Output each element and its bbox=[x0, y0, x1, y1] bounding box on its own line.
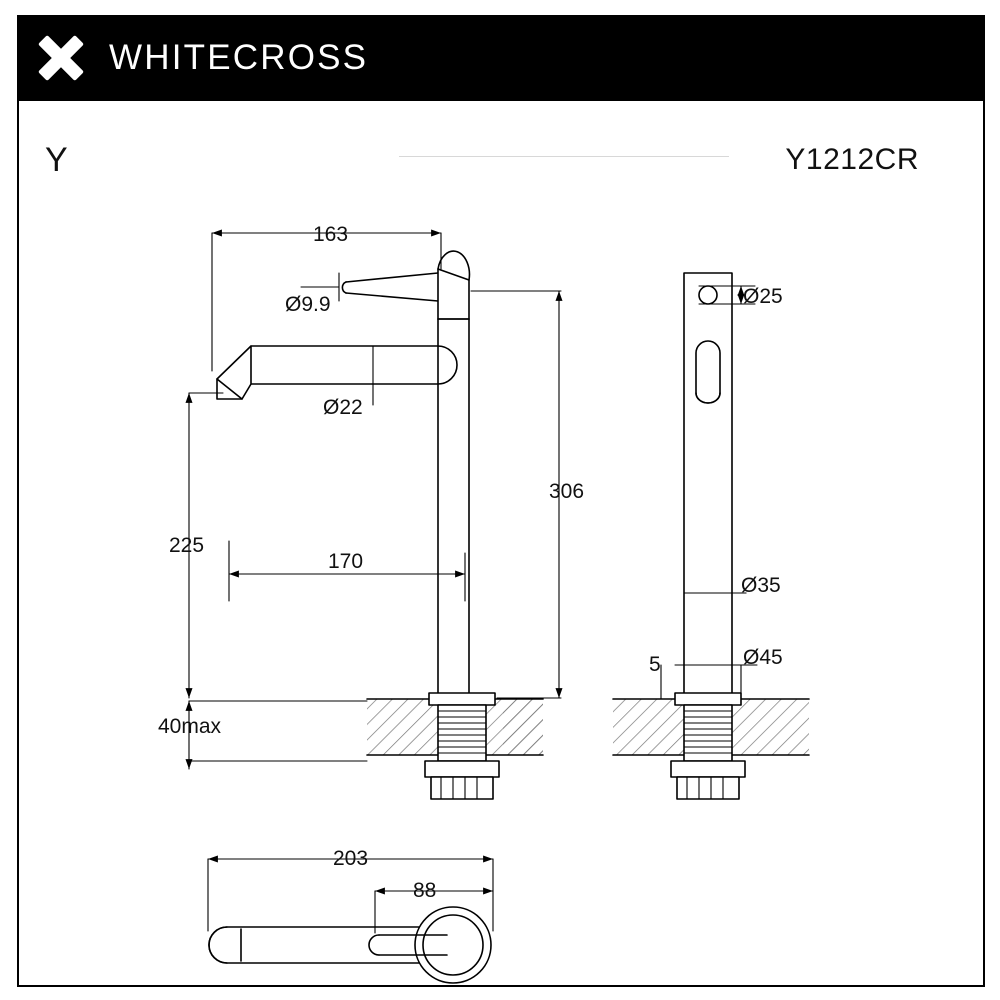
dim-d25: Ø25 bbox=[743, 285, 783, 308]
top-view-faucet bbox=[209, 907, 491, 983]
dim-203: 203 bbox=[333, 847, 369, 870]
dim-40max: 40max bbox=[158, 715, 222, 738]
dim-d22: Ø22 bbox=[323, 396, 363, 419]
dim-163: 163 bbox=[313, 223, 349, 246]
brand-name: WHITECROSS bbox=[109, 38, 369, 77]
model-code: Y1212CR bbox=[785, 143, 919, 176]
dim-306: 306 bbox=[549, 480, 585, 503]
dim-5: 5 bbox=[649, 653, 661, 676]
dim-170: 170 bbox=[328, 550, 364, 573]
dim-d9-9: Ø9.9 bbox=[285, 293, 331, 316]
dim-d45: Ø45 bbox=[743, 646, 783, 669]
dim-88: 88 bbox=[413, 879, 437, 902]
front-view-dimensions bbox=[189, 233, 561, 769]
series-label: Y bbox=[45, 141, 68, 179]
front-view-faucet bbox=[217, 251, 499, 799]
dim-225: 225 bbox=[169, 534, 205, 557]
technical-drawing bbox=[1, 1, 1000, 1000]
dim-d35: Ø35 bbox=[741, 574, 781, 597]
